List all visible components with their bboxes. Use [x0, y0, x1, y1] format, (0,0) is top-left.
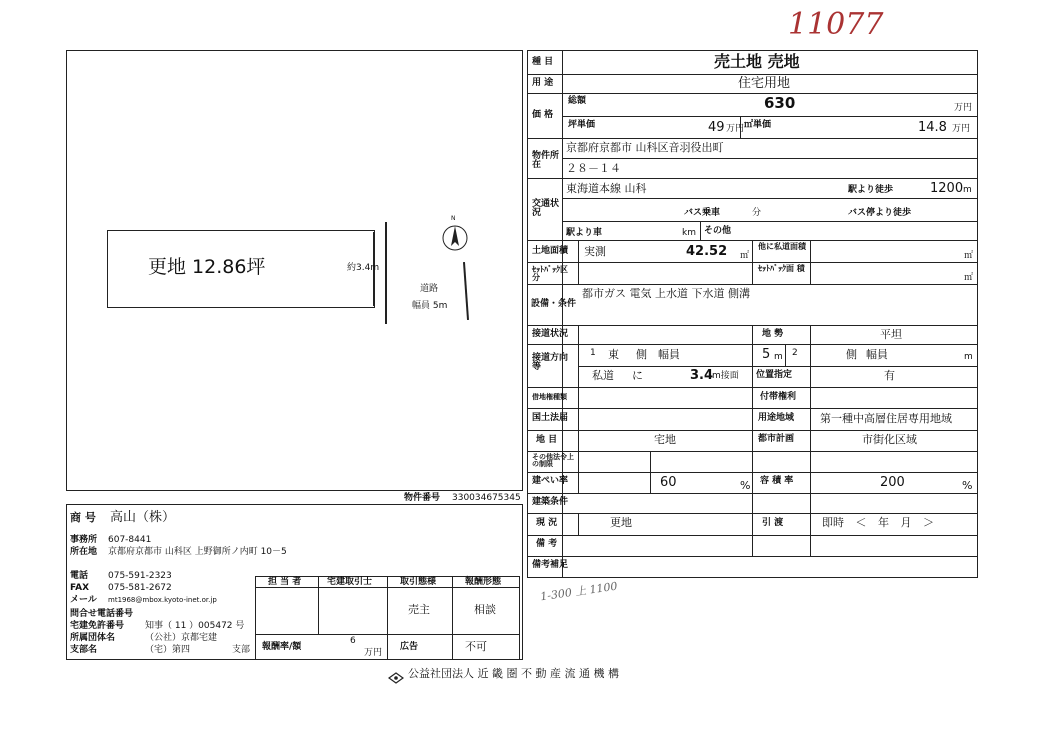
tsubo-label: 坪単価: [568, 120, 596, 130]
handwritten-number: 11077: [788, 7, 884, 42]
zone-label: 用途地域: [758, 413, 795, 423]
road1-unit: m: [774, 352, 783, 362]
position: 有: [884, 369, 895, 382]
car-label: 駅より車: [566, 228, 603, 238]
land-cat-label: 地 目: [536, 435, 558, 445]
other-transport-label: その他: [704, 226, 732, 236]
status-label: 現 況: [536, 518, 558, 528]
far-label: 容 積 率: [760, 476, 794, 486]
road-width-label: 幅員 5m: [412, 301, 448, 311]
org: （公社）京都宅建: [145, 633, 218, 643]
setback-area-label: ｾｯﾄﾊﾞｯｸ面 積: [758, 264, 805, 273]
use-label: 用 途: [532, 78, 554, 88]
coverage-label: 建ぺい率: [532, 476, 569, 486]
other-restr-label: その他法令上の制限: [532, 453, 574, 468]
bus-walk-label: バス停より徒歩: [848, 208, 912, 218]
lot-label: 更地 12.86坪: [148, 256, 266, 278]
land-area-unit: ㎡: [740, 251, 750, 261]
north-label: N: [451, 215, 456, 222]
walk-label: 駅より徒歩: [848, 185, 894, 195]
terrain-label: 地 勢: [762, 329, 784, 339]
land-area: 42.52: [686, 244, 728, 259]
license: 知事（ 11 ）005472 号: [145, 621, 245, 631]
transaction-type: 売主: [408, 603, 430, 616]
handover-label: 引 渡: [762, 518, 784, 528]
location-line-2: ２８－１４: [566, 162, 621, 175]
city-plan-label: 都市計画: [758, 434, 795, 444]
road-line: [385, 222, 387, 324]
handover: 即時 ＜ 年 月 ＞: [822, 516, 934, 529]
coverage-unit: %: [740, 479, 751, 492]
license-label: 宅建免許番号: [70, 621, 125, 631]
agent-header-3: 報酬形態: [465, 577, 502, 587]
fax-label: FAX: [70, 583, 90, 593]
private-road-label: 他に私道面積: [758, 242, 806, 251]
land-category: 宅地: [654, 433, 676, 446]
tsubo-unit: 万円: [726, 124, 745, 134]
remarks-label: 備 考: [536, 539, 558, 549]
road2-side: 側: [846, 348, 857, 361]
agent-header-2: 取引態様: [400, 577, 437, 587]
walk-unit: m: [963, 185, 972, 195]
remarks2-label: 備考補足: [532, 560, 569, 570]
setback-label: ｾｯﾄﾊﾞｯｸ区 分: [532, 265, 568, 282]
walk-distance: 1200: [930, 181, 964, 196]
agent-header-0: 担 当 者: [268, 577, 302, 587]
fax: 075-581-2672: [108, 583, 172, 593]
company-name-label: 商 号: [70, 511, 96, 524]
terrain: 平坦: [880, 328, 902, 341]
train-line: 東海道本線 山科: [566, 182, 647, 195]
current-status: 更地: [610, 516, 632, 529]
road-dir-label: 接道方向等: [532, 353, 569, 372]
tsubo-price: 49: [708, 120, 725, 135]
mail-label: メール: [70, 595, 97, 605]
land-area-type: 実測: [584, 245, 606, 258]
setback-area-unit: ㎡: [964, 273, 974, 283]
contact-length: 3.4: [690, 368, 714, 383]
org-label: 所属団体名: [70, 633, 116, 643]
private-road-unit: ㎡: [964, 251, 974, 261]
handwritten-note: 1-300 上 1100: [539, 579, 619, 604]
build-cond-label: 建築条件: [532, 497, 569, 507]
road2-no: 2: [792, 348, 798, 358]
location-line-1: 京都府京都市 山科区音羽役出町: [566, 141, 724, 154]
city-plan: 市街化区域: [862, 433, 917, 446]
far-unit: %: [962, 479, 973, 492]
facilities: 都市ガス 電気 上水道 下水道 側溝: [582, 287, 750, 300]
fee-rate-label: 報酬率/額: [262, 642, 302, 652]
mail: mt1968@mbox.kyoto-inet.or.jp: [108, 596, 217, 604]
footer-org: 公益社団法人 近 畿 圏 不 動 産 流 通 機 構: [408, 667, 619, 680]
sqm-price: 14.8: [918, 120, 947, 135]
address-label: 所在地: [70, 547, 98, 557]
total-price: 630: [764, 94, 796, 112]
total-unit: 万円: [954, 103, 973, 113]
depth-label: 約3.4m: [347, 263, 380, 273]
total-label: 総額: [568, 96, 587, 106]
tel-label: 電話: [70, 571, 89, 581]
transport-label: 交通状況: [532, 199, 560, 218]
agent-header-1: 宅建取引士: [327, 577, 373, 587]
ad-label: 広告: [400, 642, 419, 652]
ad-value: 不可: [465, 640, 487, 653]
sqm-unit: 万円: [952, 124, 971, 134]
access-label: 接道状況: [532, 329, 569, 339]
postal-code: 607-8441: [108, 535, 152, 545]
road2-width-label: 幅員: [866, 348, 888, 361]
position-label: 位置指定: [756, 370, 793, 380]
fee-type: 相談: [474, 603, 496, 616]
private-road: 私道: [592, 369, 614, 382]
property-no-label: 物件番号: [404, 493, 441, 503]
rights-label: 付帯権利: [760, 392, 797, 402]
road1-side: 側: [636, 348, 647, 361]
type-label: 種 目: [532, 57, 554, 67]
bus-unit: 分: [752, 208, 762, 218]
road1-width-label: 幅員: [658, 348, 680, 361]
sqm-label: ㎡単価: [744, 120, 772, 130]
national-law-label: 国土法届: [532, 413, 569, 423]
road2-unit: m: [964, 352, 973, 362]
branch: （宅）第四: [145, 645, 191, 655]
bus-label: バス乗車: [684, 208, 721, 218]
branch-label: 支部名: [70, 645, 98, 655]
inquiry-label: 問合せ電話番号: [70, 609, 134, 619]
road1-dir: 東: [608, 348, 619, 361]
contact-label: m接面: [712, 371, 739, 381]
north-arrow-icon: [441, 220, 469, 252]
fee-rate: 6: [350, 636, 356, 646]
zone: 第一種中高層住居専用地域: [820, 412, 952, 425]
road1-no: 1: [590, 348, 596, 358]
car-unit: km: [682, 228, 696, 238]
address: 京都府京都市 山科区 上野御所ノ内町 10－5: [108, 547, 287, 557]
property-no: 330034675345: [452, 493, 521, 503]
far: 200: [880, 475, 905, 490]
restriction-label: 借地権種類: [532, 393, 567, 401]
ni-particle: に: [632, 369, 643, 382]
facilities-label: 設備・条件: [531, 299, 577, 309]
org-logo-icon: [388, 669, 404, 681]
price-label: 価 格: [532, 110, 554, 120]
road-label: 道路: [420, 284, 439, 294]
property-type: 売土地 売地: [714, 52, 800, 71]
fee-unit: 万円: [364, 648, 383, 658]
office-label: 事務所: [70, 535, 98, 545]
company-name: 高山（株）: [110, 510, 176, 525]
branch-suffix: 支部: [232, 645, 251, 655]
property-use: 住宅用地: [738, 76, 791, 91]
location-label: 物件所在: [532, 151, 560, 170]
land-area-label: 土地面積: [532, 246, 569, 256]
tel: 075-591-2323: [108, 571, 172, 581]
road1-width: 5: [762, 347, 771, 362]
coverage: 60: [660, 475, 677, 490]
